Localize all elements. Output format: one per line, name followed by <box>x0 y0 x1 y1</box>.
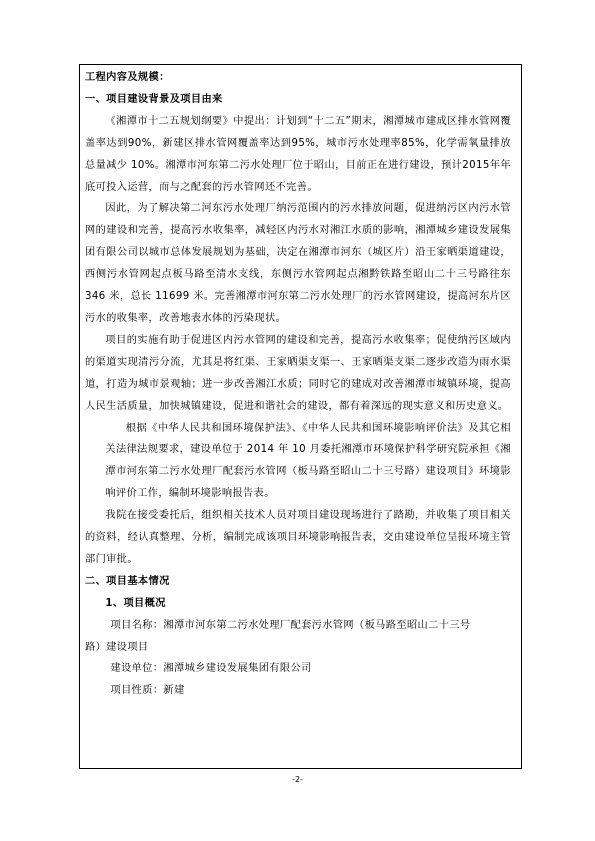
paragraph-purpose: 因此，为了解决第二河东污水处理厂纳污范围内的污水排放问题，促进纳污区内污水管网的建设和完善，提高污水收集率，减轻区内污水对湘江水质的影响，湘潭城乡建设发展集团有限公司以城市总体发展规划为基础，决定在湘潭市河东（城区片）沿王家晒渠道建设，西侧污水管网起点板马路至清水支线，东侧污水管网起点湘黔铁路至昭山二十三号路往东 346 米，总长 11699 米。完善湘潭市河东第二污水处理厂的污水管网建设，提高河东片区污水的收集率，改善地表水体的污染现状。 <box>85 203 511 324</box>
paragraph-legal-basis: 根据《中华人民共和国环境保护法》、《中华人民共和国环境影响评价法》及其它相关法律法规要求，建设单位于 2014 年 10 月委托湘潭市环境保护科学研究院承担《湘潭市河东第二污水处理厂配套污水管网（板马路至昭山二十三号路）建设项目》环境影响评价工作，编制环境影响报告表。 <box>105 422 511 500</box>
paragraph-significance: 项目的实施有助于促进区内污水管网的建设和完善，提高污水收集率；促使纳污区域内的渠道实现清污分流，尤其是将红渠、王家晒渠支渠一、王家晒渠支渠二逐步改造为雨水渠道，打造为城市景观轴；进一步改善湘江水质；同时它的建成对改善湘潭市城镇环境，提高人民生活质量，加快城镇建设，促进和谐社会的建设，都有着深远的现实意义和历史意义。 <box>85 334 511 412</box>
field-project-nature: 项目性质：新建 <box>110 685 185 697</box>
paragraph-plan: 《湘潭市十二五规划纲要》中提出：计划到“十二五”期末，湘潭城市建成区排水管网覆盖率达到90%，新建区排水管网覆盖率达到95%，城市污水处理率85%，化学需氧量排放总量减少 10%。湘潭市河东第二污水处理厂位于昭山，目前正在进行建设，预计2015年年底可投入运营，而与之配套的污水管网还不完善。 <box>85 115 511 193</box>
paragraph-commission: 我院在接受委托后，组织相关技术人员对项目建设现场进行了踏勘，并收集了项目相关的资料，经认真整理、分析，编制完成该项目环境影响报告表，交由建设单位呈报环境主管部门审批。 <box>85 510 511 565</box>
content-frame <box>79 64 522 769</box>
heading-background: 一、项目建设背景及项目由来 <box>85 93 223 105</box>
subheading-overview: 1、项目概况 <box>105 597 166 609</box>
field-construction-unit: 建设单位：湘潭城乡建设发展集团有限公司 <box>110 663 312 675</box>
page-number: -2- <box>292 775 303 784</box>
field-project-name-continued: 路）建设项目 <box>85 641 149 653</box>
field-project-name: 项目名称：湘潭市河东第二污水处理厂配套污水管网（板马路至昭山二十三号 <box>110 619 471 631</box>
heading-basic-info: 二、项目基本情况 <box>85 575 170 587</box>
document-body <box>80 65 521 702</box>
section-title: 工程内容及规模： <box>85 72 170 83</box>
